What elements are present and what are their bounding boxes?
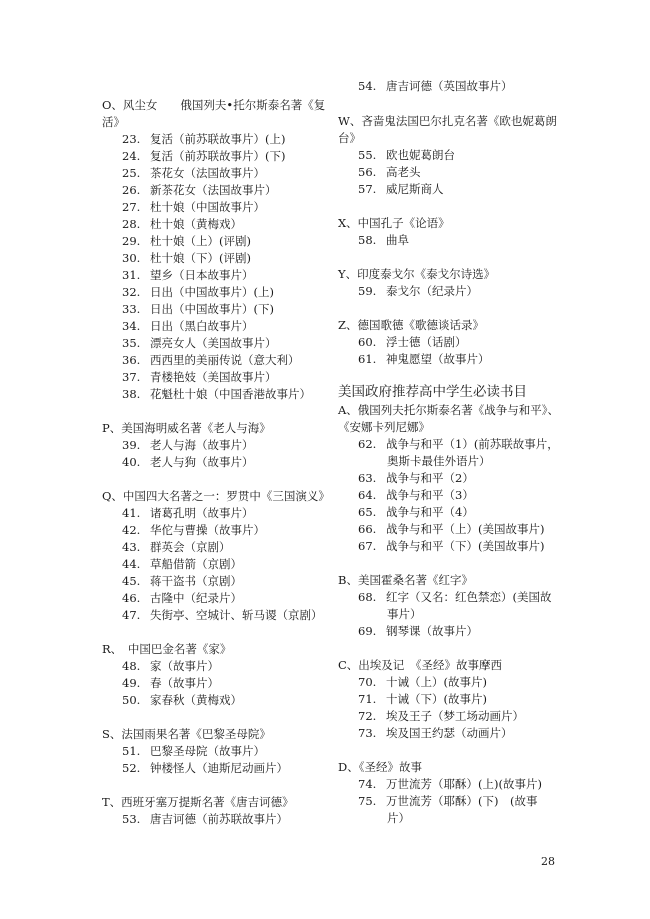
- list-item: [358, 232, 409, 249]
- list-item: [122, 233, 251, 250]
- list-item: [122, 675, 219, 692]
- item-number: 51.: [122, 744, 141, 758]
- list-item: [358, 691, 487, 708]
- list-item: [122, 573, 242, 590]
- list-item: [358, 623, 478, 640]
- line-text: 战争与和平（下）(美国故事片): [386, 539, 545, 553]
- list-item: [358, 674, 487, 691]
- line-text: 万世流芳（耶酥）(下) (故事: [386, 794, 538, 808]
- item-number: 31.: [122, 268, 141, 282]
- line-text: 望乡（日本故事片）: [150, 268, 254, 282]
- list-item: [358, 164, 421, 181]
- item-number: 45.: [122, 574, 141, 588]
- line-text: 青楼艳妓（美国故事片）: [150, 370, 277, 384]
- item-number: 66.: [358, 522, 377, 536]
- line-text: 日出（中国故事片）(上): [150, 285, 274, 299]
- list-item: [122, 607, 323, 624]
- category-heading: [102, 488, 330, 505]
- item-number: 55.: [358, 148, 377, 162]
- item-number: 40.: [122, 455, 141, 469]
- list-item: [358, 521, 544, 538]
- line-text: B、美国霍桑名著《红字》: [338, 573, 473, 587]
- line-text: 埃及王子（梦工场动画片）: [386, 709, 524, 723]
- category-heading: [102, 420, 271, 437]
- list-item: [122, 318, 254, 335]
- item-number: 65.: [358, 505, 377, 519]
- list-item: [358, 78, 513, 95]
- line-text: 杜十娘（上）(评剧): [150, 234, 251, 248]
- line-text: 茶花女（法国故事片）: [150, 166, 265, 180]
- item-number: 36.: [122, 353, 141, 367]
- line-text: 春（故事片）: [150, 676, 219, 690]
- list-item: [122, 284, 274, 301]
- list-item: [358, 351, 490, 368]
- category-heading: [338, 317, 484, 334]
- line-text: 《安娜卡列尼娜》: [338, 420, 430, 434]
- item-number: 23.: [122, 132, 141, 146]
- item-number: 41.: [122, 506, 141, 520]
- line-text: T、西班牙塞万提斯名著《唐吉诃德》: [102, 795, 294, 809]
- line-text: 片）: [387, 811, 410, 825]
- category-heading: [102, 114, 125, 131]
- line-text: 巴黎圣母院（故事片）: [150, 744, 265, 758]
- item-number: 62.: [358, 437, 377, 451]
- item-number: 63.: [358, 471, 377, 485]
- item-number: 27.: [122, 200, 141, 214]
- category-heading: [338, 572, 473, 589]
- line-text: Y、印度泰戈尔《泰戈尔诗选》: [338, 267, 496, 281]
- item-number: 57.: [358, 182, 377, 196]
- line-text: 杜十娘（下）(评剧): [150, 251, 251, 265]
- line-text: 美国政府推荐高中学生必读书目: [338, 384, 527, 400]
- list-item: [122, 165, 265, 182]
- item-number: 61.: [358, 352, 377, 366]
- line-text: 唐吉诃德（前苏联故事片）: [150, 812, 288, 826]
- line-text: 战争与和平（1）(前苏联故事片，: [386, 437, 559, 451]
- line-text: 群英会（京剧）: [150, 540, 231, 554]
- item-number: 69.: [358, 624, 377, 638]
- line-text: 高老头: [386, 165, 421, 179]
- item-number: 56.: [358, 165, 377, 179]
- list-item: [358, 538, 544, 555]
- section-title: [338, 383, 527, 402]
- item-number: 54.: [358, 79, 377, 93]
- list-item: [122, 556, 242, 573]
- item-number: 42.: [122, 523, 141, 537]
- list-item: [122, 216, 242, 233]
- line-text: 曲阜: [386, 233, 409, 247]
- item-number: 74.: [358, 777, 377, 791]
- list-item: [358, 470, 474, 487]
- line-text: 草船借箭（京剧）: [150, 557, 242, 571]
- line-text: O、风尘女 俄国列夫•托尔斯泰名著《复: [102, 98, 326, 112]
- list-item: [122, 692, 242, 709]
- list-item-continuation: [387, 810, 410, 827]
- item-number: 71.: [358, 692, 377, 706]
- list-item: [122, 437, 254, 454]
- line-text: A、俄国列夫托尔斯泰名著《战争与和平》、: [338, 403, 560, 417]
- item-number: 52.: [122, 761, 141, 775]
- line-text: 战争与和平（4）: [386, 505, 474, 519]
- item-number: 64.: [358, 488, 377, 502]
- item-number: 28.: [122, 217, 141, 231]
- item-number: 37.: [122, 370, 141, 384]
- item-number: 24.: [122, 149, 141, 163]
- list-item: [122, 199, 265, 216]
- list-item: [122, 267, 254, 284]
- line-text: 活》: [102, 115, 125, 129]
- line-text: Q、中国四大名著之一：罗贯中《三国演义》: [102, 489, 330, 503]
- list-item: [358, 181, 444, 198]
- line-text: 日出（中国故事片）(下): [150, 302, 274, 316]
- item-number: 67.: [358, 539, 377, 553]
- item-number: 70.: [358, 675, 377, 689]
- line-text: 十诫（下）(故事片): [386, 692, 487, 706]
- line-text: 复活（前苏联故事片）(下): [150, 149, 286, 163]
- item-number: 29.: [122, 234, 141, 248]
- line-text: 事片）: [387, 607, 422, 621]
- line-text: 杜十娘（黄梅戏）: [150, 217, 242, 231]
- line-text: 失街亭、空城计、斩马谡（京剧）: [150, 608, 323, 622]
- line-text: 复活（前苏联故事片）(上): [150, 132, 286, 146]
- category-heading: [102, 726, 271, 743]
- list-item: [358, 487, 474, 504]
- list-item: [358, 589, 552, 606]
- line-text: 台》: [338, 131, 361, 145]
- list-item: [122, 743, 265, 760]
- line-text: 老人与狗（故事片）: [150, 455, 254, 469]
- category-heading: [102, 641, 231, 658]
- list-item-continuation: [387, 453, 491, 470]
- list-item: [358, 776, 542, 793]
- category-heading: [338, 266, 495, 283]
- item-number: 30.: [122, 251, 141, 265]
- line-text: 西西里的美丽传说（意大利）: [150, 353, 300, 367]
- line-text: 老人与海（故事片）: [150, 438, 254, 452]
- list-item: [122, 250, 251, 267]
- list-item: [122, 811, 288, 828]
- item-number: 38.: [122, 387, 141, 401]
- line-text: 十诫（上）(故事片): [386, 675, 487, 689]
- list-item: [122, 522, 265, 539]
- line-text: 奥斯卡最佳外语片）: [387, 454, 491, 468]
- line-text: 威尼斯商人: [386, 182, 444, 196]
- line-text: 日出（黑白故事片）: [150, 319, 254, 333]
- list-item: [122, 352, 300, 369]
- item-number: 32.: [122, 285, 141, 299]
- line-text: 万世流芳（耶酥）(上)(故事片): [386, 777, 542, 791]
- line-text: 杜十娘（中国故事片）: [150, 200, 265, 214]
- line-text: 泰戈尔（纪录片）: [386, 284, 478, 298]
- item-number: 25.: [122, 166, 141, 180]
- line-text: C、出埃及记 《圣经》故事摩西: [338, 658, 503, 672]
- item-number: 35.: [122, 336, 141, 350]
- category-heading: [338, 113, 557, 130]
- list-item: [358, 793, 537, 810]
- line-text: D、《圣经》故事: [338, 760, 422, 774]
- item-number: 49.: [122, 676, 141, 690]
- line-text: 唐吉诃德（英国故事片）: [386, 79, 513, 93]
- list-item: [358, 147, 455, 164]
- list-item: [122, 335, 277, 352]
- item-number: 39.: [122, 438, 141, 452]
- line-text: 钢琴课（故事片）: [386, 624, 478, 638]
- list-item: [358, 436, 559, 453]
- item-number: 33.: [122, 302, 141, 316]
- line-text: 埃及国王约瑟（动画片）: [386, 726, 513, 740]
- item-number: 73.: [358, 726, 377, 740]
- item-number: 75.: [358, 794, 377, 808]
- category-heading: [338, 402, 559, 419]
- list-item: [122, 148, 285, 165]
- item-number: 58.: [358, 233, 377, 247]
- category-heading: [338, 215, 450, 232]
- line-text: R、 中国巴金名著《家》: [102, 642, 232, 656]
- item-number: 60.: [358, 335, 377, 349]
- item-number: 72.: [358, 709, 377, 723]
- list-item: [122, 369, 277, 386]
- item-number: 53.: [122, 812, 141, 826]
- line-text: 战争与和平（上）(美国故事片): [386, 522, 545, 536]
- page-number: 28: [541, 855, 555, 868]
- list-item: [122, 182, 277, 199]
- item-number: 47.: [122, 608, 141, 622]
- line-text: 古隆中（纪录片）: [150, 591, 242, 605]
- line-text: 蒋干盗书（京剧）: [150, 574, 242, 588]
- list-item: [122, 386, 311, 403]
- line-text: 家（故事片）: [150, 659, 219, 673]
- category-heading: [338, 419, 430, 436]
- list-item: [122, 301, 274, 318]
- list-item: [122, 131, 285, 148]
- line-text: S、法国雨果名著《巴黎圣母院》: [102, 727, 271, 741]
- category-heading: [338, 657, 502, 674]
- item-number: 48.: [122, 659, 141, 673]
- list-item: [358, 504, 474, 521]
- item-number: 46.: [122, 591, 141, 605]
- list-item: [122, 539, 231, 556]
- line-text: 华佗与曹操（故事片）: [150, 523, 265, 537]
- item-number: 43.: [122, 540, 141, 554]
- line-text: P、美国海明威名著《老人与海》: [102, 421, 271, 435]
- item-number: 68.: [358, 590, 377, 604]
- category-heading: [102, 97, 325, 114]
- list-item: [358, 725, 513, 742]
- list-item-continuation: [387, 606, 422, 623]
- list-item: [122, 505, 254, 522]
- line-text: Z、德国歌德《歌德谈话录》: [338, 318, 484, 332]
- list-item: [122, 454, 254, 471]
- line-text: 浮士德（话剧）: [386, 335, 467, 349]
- item-number: 59.: [358, 284, 377, 298]
- line-text: 诸葛孔明（故事片）: [150, 506, 254, 520]
- line-text: 花魁杜十娘（中国香港故事片）: [150, 387, 311, 401]
- category-heading: [338, 130, 361, 147]
- line-text: 红字（又名：红色禁恋）(美国故: [386, 590, 552, 604]
- line-text: 新茶花女（法国故事片）: [150, 183, 277, 197]
- list-item: [358, 334, 467, 351]
- item-number: 44.: [122, 557, 141, 571]
- list-item: [122, 760, 288, 777]
- list-item: [122, 658, 219, 675]
- item-number: 34.: [122, 319, 141, 333]
- line-text: 神鬼愿望（故事片）: [386, 352, 490, 366]
- line-text: X、中国孔子《论语》: [338, 216, 450, 230]
- line-text: 家春秋（黄梅戏）: [150, 693, 242, 707]
- list-item: [358, 283, 478, 300]
- line-text: W、吝啬鬼法国巴尔扎克名著《欧也妮葛朗: [338, 114, 557, 128]
- line-text: 战争与和平（2）: [386, 471, 474, 485]
- line-text: 欧也妮葛朗台: [386, 148, 455, 162]
- list-item: [122, 590, 242, 607]
- line-text: 战争与和平（3）: [386, 488, 474, 502]
- category-heading: [338, 759, 422, 776]
- category-heading: [102, 794, 294, 811]
- list-item: [358, 708, 524, 725]
- line-text: 钟楼怪人（迪斯尼动画片）: [150, 761, 288, 775]
- line-text: 漂亮女人（美国故事片）: [150, 336, 277, 350]
- item-number: 50.: [122, 693, 141, 707]
- item-number: 26.: [122, 183, 141, 197]
